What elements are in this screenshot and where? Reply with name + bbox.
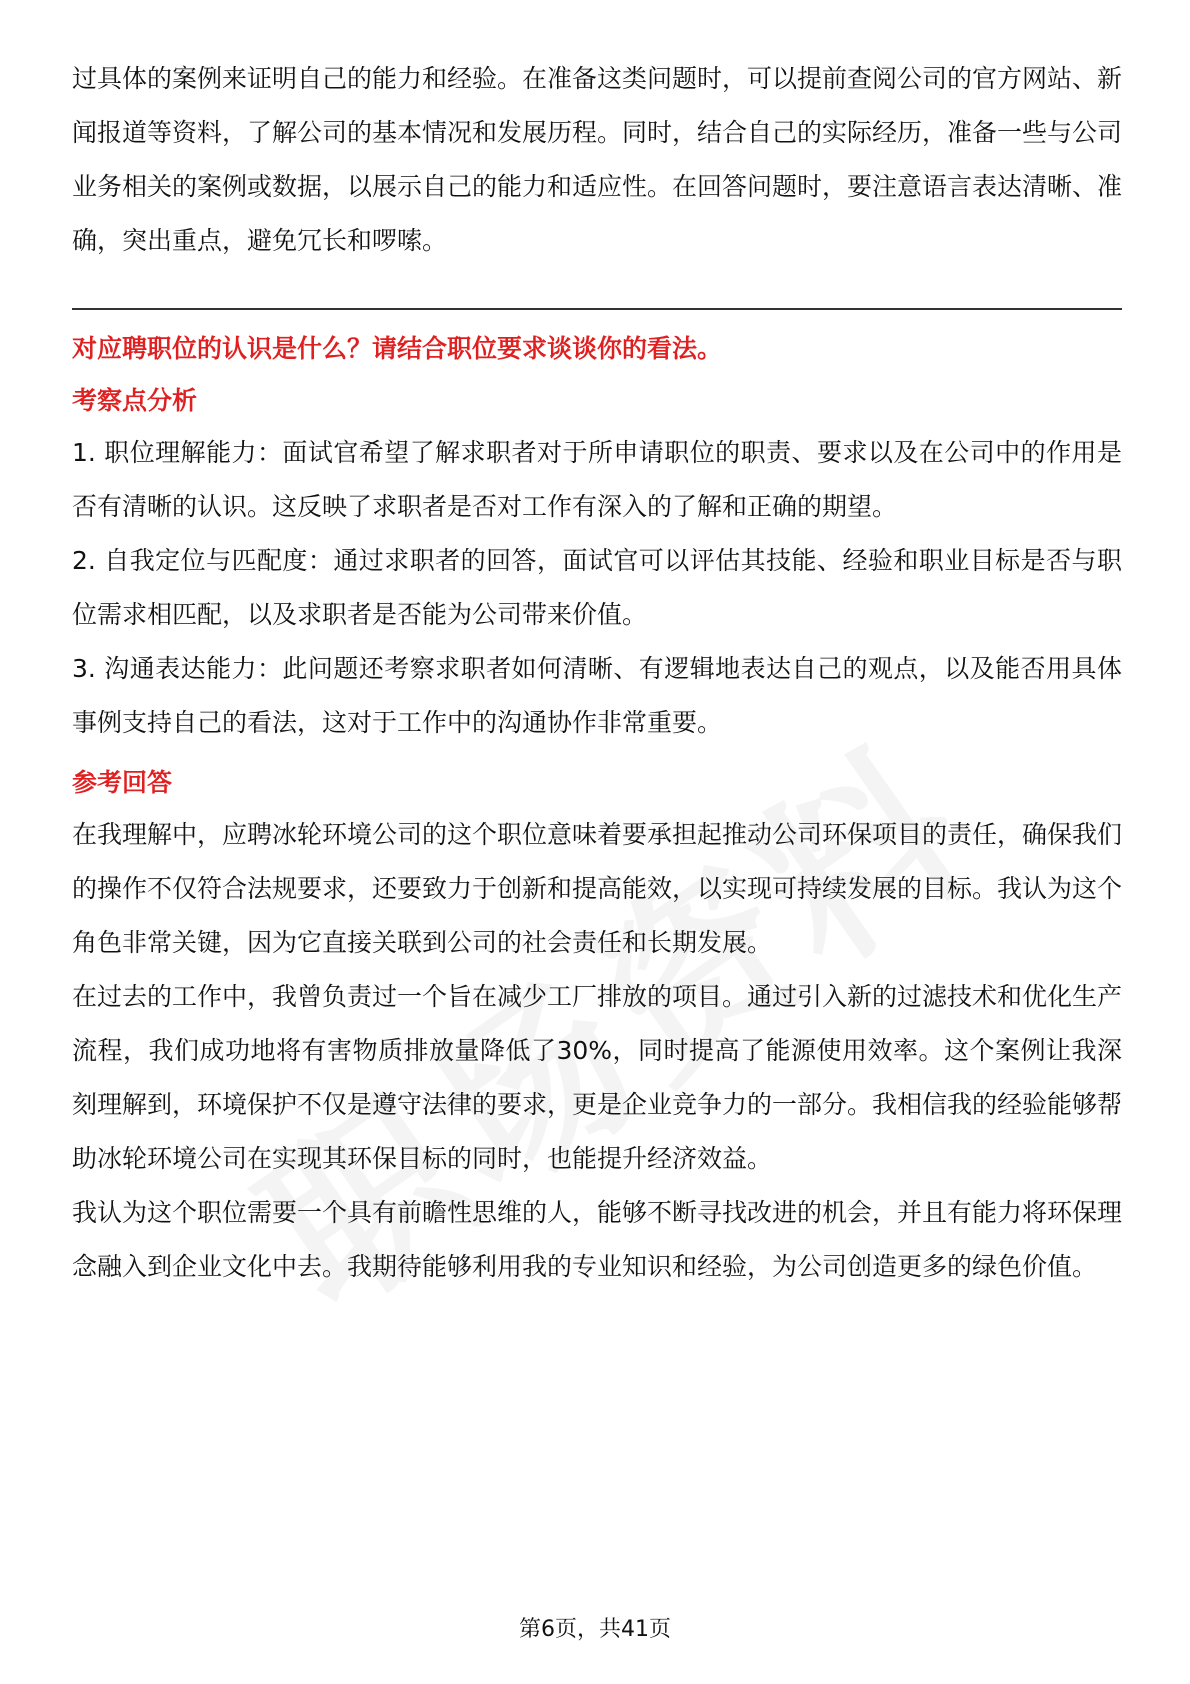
question-heading: 对应聘职位的认识是什么？请结合职位要求谈谈你的看法。	[72, 334, 723, 363]
answer-paragraph: 在过去的工作中，我曾负责过一个旨在减少工厂排放的项目。通过引入新的过滤技术和优化生产流程，我们成功地将有害物质排放量降低了30%，同时提高了能源使用效率。这个案例让我深刻理解到，环境保护不仅是遵守法律的要求，更是企业竞争力的一部分。我相信我的经验能够帮助冰轮环境公司在实现其环保目标的同时，也能提升经济效益。	[72, 982, 1123, 1173]
section-divider	[72, 308, 1122, 310]
analysis-point: 3. 沟通表达能力：此问题还考察求职者如何清晰、有逻辑地表达自己的观点，以及能否用具体事例支持自己的看法，这对于工作中的沟通协作非常重要。	[72, 654, 1122, 737]
answer-heading: 参考回答	[72, 768, 173, 797]
analysis-point: 1. 职位理解能力：面试官希望了解求职者对于所申请职位的职责、要求以及在公司中的作用是否有清晰的认识。这反映了求职者是否对工作有深入的了解和正确的期望。	[72, 438, 1122, 521]
analysis-point: 2. 自我定位与匹配度：通过求职者的回答，面试官可以评估其技能、经验和职业目标是否与职位需求相匹配，以及求职者是否能为公司带来价值。	[72, 546, 1122, 629]
answer-paragraph: 我认为这个职位需要一个具有前瞻性思维的人，能够不断寻找改进的机会，并且有能力将环保理念融入到企业文化中去。我期待能够利用我的专业知识和经验，为公司创造更多的绿色价值。	[72, 1198, 1123, 1281]
document-page	[72, 52, 1122, 1294]
answer-paragraph: 在我理解中，应聘冰轮环境公司的这个职位意味着要承担起推动公司环保项目的责任，确保我们的操作不仅符合法规要求，还要致力于创新和提高能效，以实现可持续发展的目标。我认为这个角色非常关键，因为它直接关联到公司的社会责任和长期发展。	[72, 820, 1123, 957]
analysis-heading: 考察点分析	[72, 386, 198, 415]
page-number: 第6页，共41页	[519, 1617, 671, 1642]
intro-paragraph: 过具体的案例来证明自己的能力和经验。在准备这类问题时，可以提前查阅公司的官方网站、新闻报道等资料，了解公司的基本情况和发展历程。同时，结合自己的实际经历，准备一些与公司业务相关的案例或数据，以展示自己的能力和适应性。在回答问题时，要注意语言表达清晰、准确，突出重点，避免冗长和啰嗦。	[72, 64, 1123, 255]
